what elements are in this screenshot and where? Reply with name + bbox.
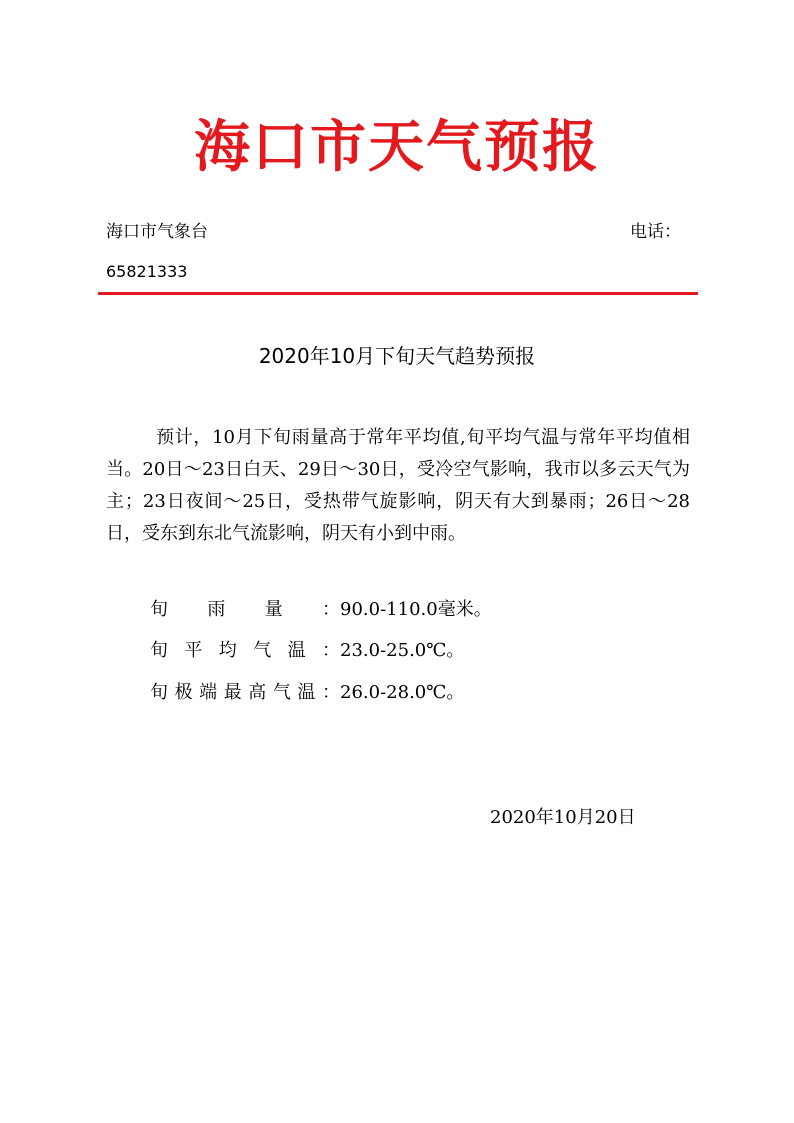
header-divider — [98, 292, 698, 295]
stat-label: 旬平均气温： — [150, 640, 340, 661]
phone-number: 65821333 — [106, 262, 188, 281]
stat-avg-temperature — [150, 638, 464, 664]
stat-label: 旬极端最高气温： — [150, 682, 340, 703]
document-title: 2020年10月下旬天气趋势预报 — [258, 344, 536, 368]
stat-max-temperature — [150, 680, 464, 706]
masthead-title: 海口市天气预报 — [194, 115, 600, 180]
forecast-paragraph: 预计，10月下旬雨量高于常年平均值,旬平均气温与常年平均值相当。20日～23日白天、29日～30日，受冷空气影响，我市以多云天气为主；23日夜间～25日，受热带气旋影响，阴天有大到暴雨；26日～28日，受东到东北气流影响，阴天有小到中雨。 — [106, 427, 690, 544]
stat-value: 26.0-28.0℃。 — [340, 682, 465, 703]
issue-date: 2020年10月20日 — [490, 807, 636, 828]
stat-label: 旬雨量： — [150, 599, 340, 620]
stat-value: 23.0-25.0℃。 — [340, 640, 465, 661]
phone-label: 电话： — [630, 222, 681, 242]
stat-rainfall — [150, 597, 492, 623]
agency-name: 海口市气象台 — [106, 222, 208, 242]
stat-value: 90.0-110.0毫米。 — [340, 599, 492, 620]
